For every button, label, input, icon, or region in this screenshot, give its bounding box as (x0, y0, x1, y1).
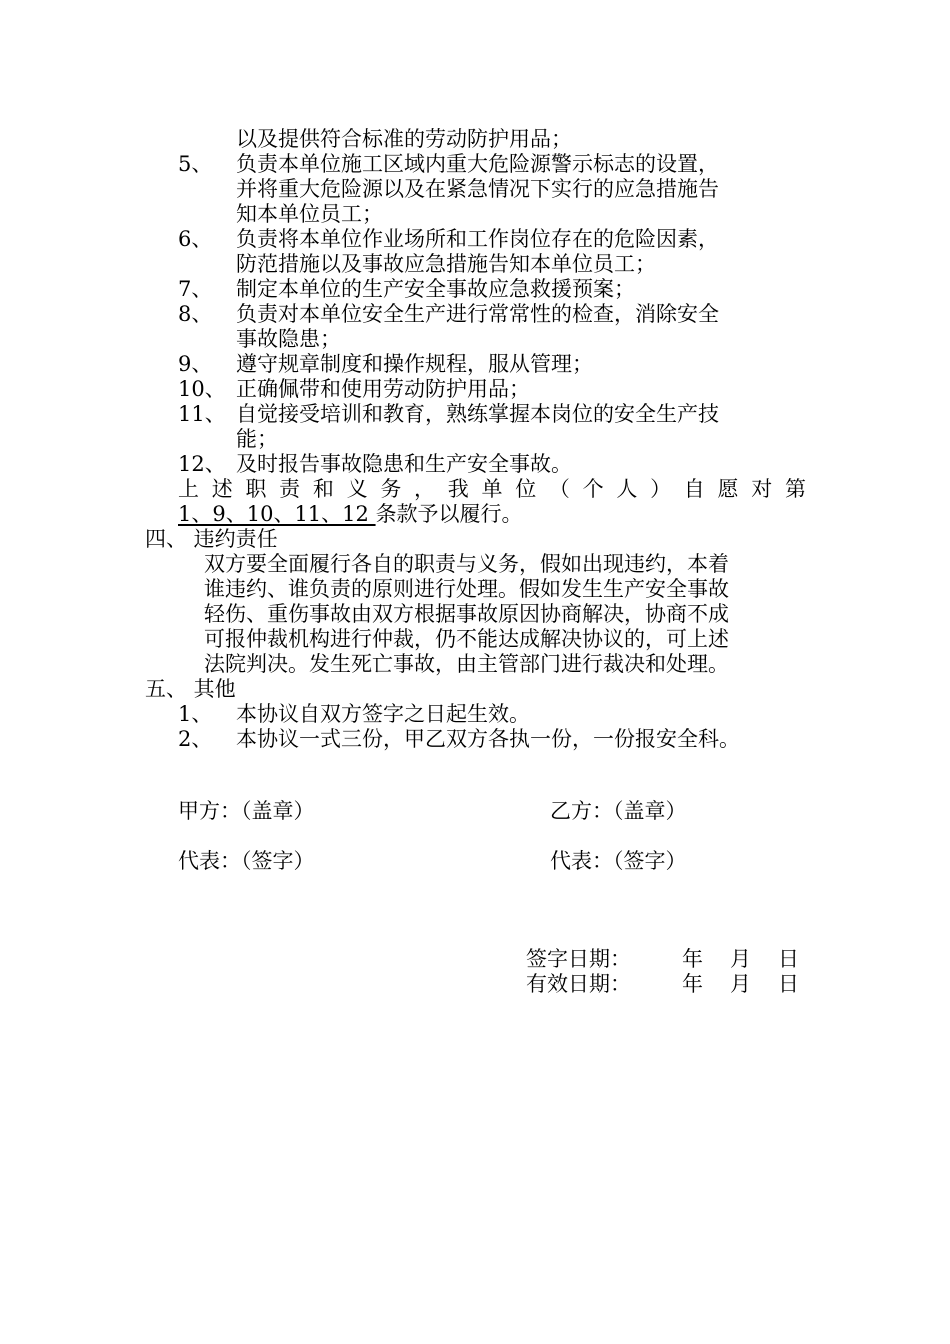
commitment-char: 愿 (717, 477, 739, 501)
item-8-line-1: 负责对本单位安全生产进行常常性的检查，消除安全 (236, 302, 719, 326)
item-4-continuation: 以及提供符合标准的劳动防护用品； (236, 127, 572, 151)
item-number-7: 7、 (178, 277, 213, 301)
item-number-9: 9、 (178, 352, 213, 376)
party-b-representative: 代表：（签字） (550, 849, 687, 873)
commitment-char: 责 (279, 477, 301, 501)
section-4-line: 可报仲裁机构进行仲裁，仍不能达成解决协议的，可上述 (204, 627, 729, 651)
item-number-12: 12、 (178, 452, 226, 476)
commitment-char: 自 (683, 477, 705, 501)
sign-date-month: 月 (730, 947, 751, 971)
commitment-char: ， (414, 477, 436, 501)
section-4-line: 谁违约、谁负责的原则进行处理。假如发生生产安全事故 (204, 577, 729, 601)
commitment-char: ） (650, 477, 672, 501)
commitment-char: 职 (245, 477, 267, 501)
item-8-line-2: 事故隐患； (236, 327, 341, 351)
item-number-11: 11、 (178, 402, 226, 426)
commitment-char: （ (548, 477, 570, 501)
commitment-char: 上 (178, 477, 199, 501)
valid-date-month: 月 (730, 972, 751, 996)
section-5-item-1: 本协议自双方签字之日起生效。 (236, 702, 530, 726)
commitment-char: 第 (784, 477, 806, 501)
item-12-line-1: 及时报告事故隐患和生产安全事故。 (236, 452, 572, 476)
commitment-char: 位 (515, 477, 537, 501)
item-5-line-2: 并将重大危险源以及在紧急情况下实行的应急措施告 (236, 177, 719, 201)
item-11-line-2: 能； (236, 427, 278, 451)
commitment-char: 个 (582, 477, 604, 501)
sign-date-year: 年 (682, 947, 703, 971)
section-4-line: 法院判决。发生死亡事故，由主管部门进行裁决和处理。 (204, 652, 729, 676)
section-5-item-2: 本协议一式三份，甲乙双方各执一份，一份报安全科。 (236, 727, 740, 751)
commitment-char: 义 (346, 477, 368, 501)
item-number-8: 8、 (178, 302, 213, 326)
item-11-line-1: 自觉接受培训和教育，熟练掌握本岗位的安全生产技 (236, 402, 719, 426)
item-9-line-1: 遵守规章制度和操作规程，服从管理； (236, 352, 593, 376)
valid-date-label: 有效日期： (526, 972, 631, 996)
section-4-heading: 四、 违约责任 (145, 527, 278, 551)
item-6-line-1: 负责将本单位作业场所和工作岗位存在的危险因素， (236, 227, 719, 251)
committed-clauses: 1、9、10、11、12 (178, 502, 376, 526)
party-a-representative: 代表：（签字） (178, 849, 315, 873)
item-6-line-2: 防范措施以及事故应急措施告知本单位员工； (236, 252, 656, 276)
commitment-char: 述 (211, 477, 233, 501)
commitment-char: 人 (616, 477, 638, 501)
party-b-seal: 乙方：（盖章） (550, 799, 687, 823)
valid-date-year: 年 (682, 972, 703, 996)
commitment-char: 对 (751, 477, 773, 501)
commitment-char: 和 (312, 477, 334, 501)
item-10-line-1: 正确佩带和使用劳动防护用品； (236, 377, 530, 401)
commitment-line-1 (178, 476, 806, 502)
section-5-heading: 五、 其他 (145, 677, 236, 701)
item-number-5: 5、 (178, 152, 213, 176)
commitment-line-2 (178, 501, 523, 527)
section-4-line: 轻伤、重伤事故由双方根据事故原因协商解决，协商不成 (204, 602, 729, 626)
sign-date-label: 签字日期： (526, 947, 631, 971)
item-number-6: 6、 (178, 227, 213, 251)
section-5-number-1: 1、 (178, 702, 213, 726)
section-4-line: 双方要全面履行各自的职责与义务，假如出现违约，本着 (204, 552, 729, 576)
commitment-char: 务 (380, 477, 402, 501)
item-number-10: 10、 (178, 377, 226, 401)
commitment-char: 单 (481, 477, 503, 501)
item-5-line-1: 负责本单位施工区域内重大危险源警示标志的设置， (236, 152, 719, 176)
valid-date-day: 日 (778, 972, 799, 996)
section-5-number-2: 2、 (178, 727, 213, 751)
item-7-line-1: 制定本单位的生产安全事故应急救援预案； (236, 277, 635, 301)
item-5-line-3: 知本单位员工； (236, 202, 383, 226)
commitment-char: 我 (447, 477, 469, 501)
sign-date-day: 日 (778, 947, 799, 971)
commitment-tail: 条款予以履行。 (375, 502, 523, 526)
party-a-seal: 甲方：（盖章） (178, 799, 315, 823)
